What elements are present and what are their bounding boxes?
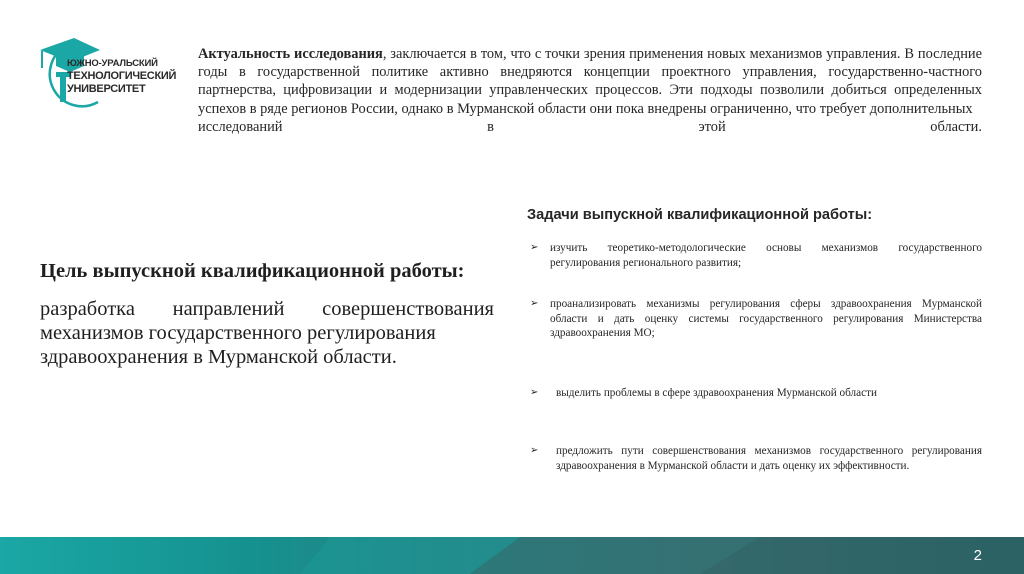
task-item	[530, 241, 982, 270]
task-text: предложить пути совершенствования механизмов государственного регулирования здравоохранения в Мурманской области и дать оценку их эффективности.	[556, 445, 982, 472]
task-item	[530, 297, 982, 341]
relevance-paragraph	[198, 45, 982, 136]
relevance-tail-word: области.	[930, 118, 982, 135]
relevance-tail-word: этой	[698, 118, 726, 135]
task-text: изучить теоретико-методологические основы механизмов государственного регулирования регионального развития;	[550, 242, 982, 269]
tasks-title: Задачи выпускной квалификационной работы:	[527, 207, 873, 223]
task-item	[530, 444, 982, 473]
logo-line-3: УНИВЕРСИТЕТ	[67, 83, 146, 95]
footer-bar	[0, 537, 1024, 574]
logo-text	[67, 57, 176, 96]
relevance-tail-word: в	[487, 118, 494, 135]
goal-text-body: разработка направлений совершенствования механизмов государственного регулирования	[40, 298, 494, 344]
arrow-bullet-icon: ➢	[530, 242, 539, 253]
relevance-tail-word: исследований	[198, 118, 283, 135]
logo-line-1: ЮЖНО-УРАЛЬСКИЙ	[67, 58, 158, 69]
task-item	[530, 386, 982, 401]
arrow-bullet-icon: ➢	[530, 298, 539, 309]
relevance-lead: Актуальность исследования	[198, 46, 383, 62]
goal-text-last-line: здравоохранения в Мурманской области.	[40, 346, 397, 368]
arrow-bullet-icon: ➢	[530, 445, 539, 456]
goal-text	[40, 297, 494, 369]
goal-title: Цель выпускной квалификационной работы:	[40, 260, 465, 282]
relevance-body: , заключается в том, что с точки зрения применения новых механизмов управления. В последние годы в государственной политике активно внедряются концепции проектного управления, государственно-частного партнерства, цифровизации и модернизации управленческих процессов. Эти подходы позволили добиться определенных успехов в ряде регионов России, однако в Мурманской области они пока внедрены ограниченно, что требует дополнительных	[198, 46, 982, 117]
goal-block	[40, 259, 494, 369]
logo-line-2: ТЕХНОЛОГИЧЕСКИЙ	[67, 70, 177, 82]
relevance-last-line	[198, 118, 982, 136]
footer-decoration	[0, 537, 1024, 574]
page-number: 2	[973, 547, 982, 564]
task-text: выделить проблемы в сфере здравоохранения Мурманской области	[556, 387, 877, 399]
task-text: проанализировать механизмы регулирования сферы здравоохранения Мурманской области и дать оценку системы государственного регулирования Министерства здравоохранения МО;	[550, 298, 982, 340]
arrow-bullet-icon: ➢	[530, 387, 539, 398]
